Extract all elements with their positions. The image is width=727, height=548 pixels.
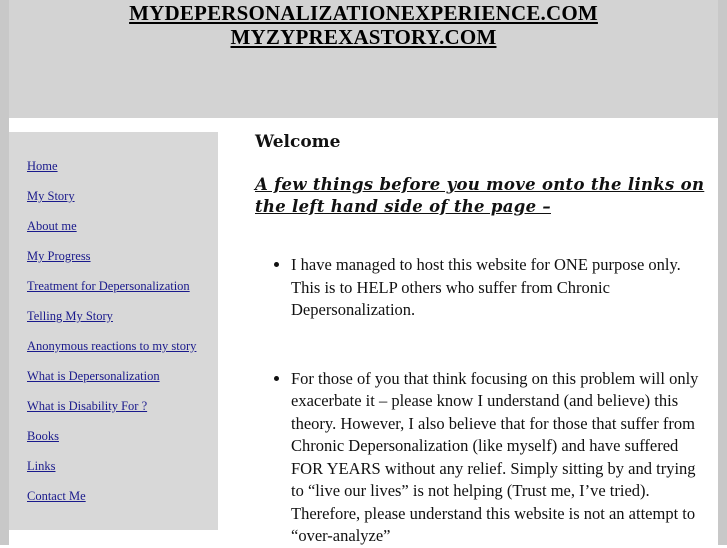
sidebar-item-anonymous-reactions[interactable]: Anonymous reactions to my story bbox=[27, 339, 197, 353]
sidebar-item-what-is-disability[interactable]: What is Disability For ? bbox=[27, 399, 148, 413]
sidebar-nav bbox=[27, 157, 196, 517]
sidebar bbox=[9, 132, 218, 530]
page-title: Welcome bbox=[255, 132, 341, 152]
site-title-link-1[interactable]: MYDEPERSONALIZATIONEXPERIENCE.COM bbox=[129, 1, 598, 25]
site-header bbox=[9, 0, 718, 118]
sidebar-item-books[interactable]: Books bbox=[27, 429, 59, 443]
main-content bbox=[255, 130, 710, 548]
bullet-list bbox=[255, 254, 710, 548]
bullet-item: • I have managed to host this website for ONE purpose only. This is to HELP others who suffer from Chronic Depersonalization. bbox=[291, 254, 710, 322]
sidebar-item-treatment[interactable]: Treatment for Depersonalization bbox=[27, 279, 190, 293]
sidebar-item-what-is-depersonalization[interactable]: What is Depersonalization bbox=[27, 369, 160, 383]
sidebar-item-contact-me[interactable]: Contact Me bbox=[27, 489, 86, 503]
sidebar-item-my-progress[interactable]: My Progress bbox=[27, 249, 91, 263]
site-title-link-2[interactable]: MYZYPREXASTORY.COM bbox=[230, 25, 497, 49]
sidebar-item-home[interactable]: Home bbox=[27, 159, 58, 173]
sidebar-item-my-story[interactable]: My Story bbox=[27, 189, 75, 203]
intro-heading: A few things before you move onto the links on the left hand side of the page – bbox=[255, 175, 705, 216]
sidebar-item-telling-my-story[interactable]: Telling My Story bbox=[27, 309, 113, 323]
sidebar-item-links[interactable]: Links bbox=[27, 459, 56, 473]
sidebar-item-about-me[interactable]: About me bbox=[27, 219, 77, 233]
bullet-item: • For those of you that think focusing on this problem will only exacerbate it – please know I understand (and believe) this theory. However, I also believe that for those that suffer from Chronic Depersonalization (like myself) and have suffered FOR YEARS without any relief. Simply sitting by and trying to “live our lives” is not helping (Trust me, I’ve tried). Therefore, please understand this website is not an attempt to “over-analyze” bbox=[291, 368, 710, 548]
